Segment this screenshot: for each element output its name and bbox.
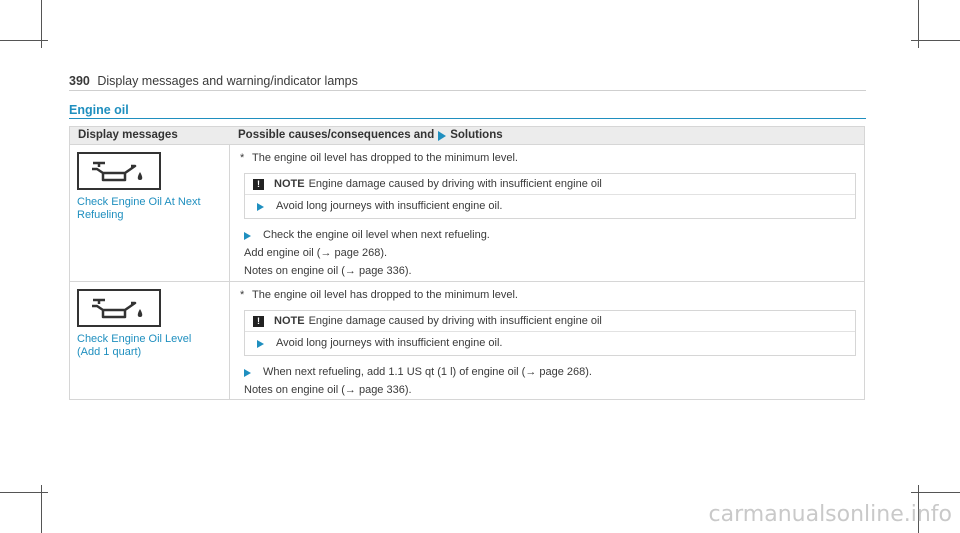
action-arrow-icon — [257, 203, 264, 211]
section-divider — [69, 118, 866, 119]
note-box — [244, 173, 856, 219]
action-text: Check the engine oil level when next refueling. — [263, 229, 490, 241]
action-text: When next refueling, add 1.1 US qt (1 l) of engine oil (→ page 268). — [263, 366, 592, 378]
oil-can-icon — [77, 289, 161, 327]
table-row — [70, 144, 864, 281]
page-reference[interactable]: Add engine oil (→ page 268). — [244, 247, 388, 259]
note-box — [244, 310, 856, 356]
note-action: Avoid long journeys with insufficient engine oil. — [276, 337, 503, 349]
section-title: Engine oil — [69, 103, 129, 117]
crop-mark — [0, 40, 48, 41]
note-text: Engine damage caused by driving with insufficient engine oil — [308, 315, 602, 327]
col-causes-label: Possible causes/consequences and — [238, 129, 435, 141]
action-arrow-icon — [257, 340, 264, 348]
display-message-cell — [70, 145, 230, 281]
warning-message: Check Engine Oil Level (Add 1 quart) — [77, 333, 192, 358]
note-action: Avoid long journeys with insufficient engine oil. — [276, 200, 503, 212]
action-arrow-icon — [244, 369, 251, 377]
solution-cell — [230, 282, 864, 399]
messages-table — [69, 126, 865, 400]
header-divider — [69, 90, 866, 91]
page-reference[interactable]: Notes on engine oil (→ page 336). — [244, 265, 412, 277]
solution-cell — [230, 145, 864, 281]
col-causes-solutions — [230, 127, 864, 144]
watermark: carmanualsonline.info — [708, 502, 952, 527]
col-solutions-label: Solutions — [450, 129, 503, 141]
cause-text: * The engine oil level has dropped to the minimum level. — [240, 289, 518, 301]
col-display-messages: Display messages — [78, 129, 178, 141]
crop-mark — [911, 40, 960, 41]
page-header — [69, 74, 358, 88]
display-message-cell — [70, 282, 230, 399]
warning-message: Check Engine Oil At Next Refueling — [77, 196, 201, 221]
action-arrow-icon — [244, 232, 251, 240]
page-number: 390 — [69, 74, 90, 88]
header-title: Display messages and warning/indicator lamps — [97, 74, 358, 88]
cause-text: * The engine oil level has dropped to the minimum level. — [240, 152, 518, 164]
table-row — [70, 281, 864, 399]
table-header — [70, 127, 864, 144]
note-text: Engine damage caused by driving with insufficient engine oil — [308, 178, 602, 190]
warning-icon: ! — [253, 316, 264, 327]
oil-can-icon — [77, 152, 161, 190]
page-reference[interactable]: Notes on engine oil (→ page 336). — [244, 384, 412, 396]
note-label: NOTE — [274, 178, 305, 190]
note-label: NOTE — [274, 315, 305, 327]
crop-mark — [0, 492, 48, 493]
warning-icon: ! — [253, 179, 264, 190]
solution-arrow-icon — [438, 131, 446, 141]
crop-mark — [911, 492, 960, 493]
